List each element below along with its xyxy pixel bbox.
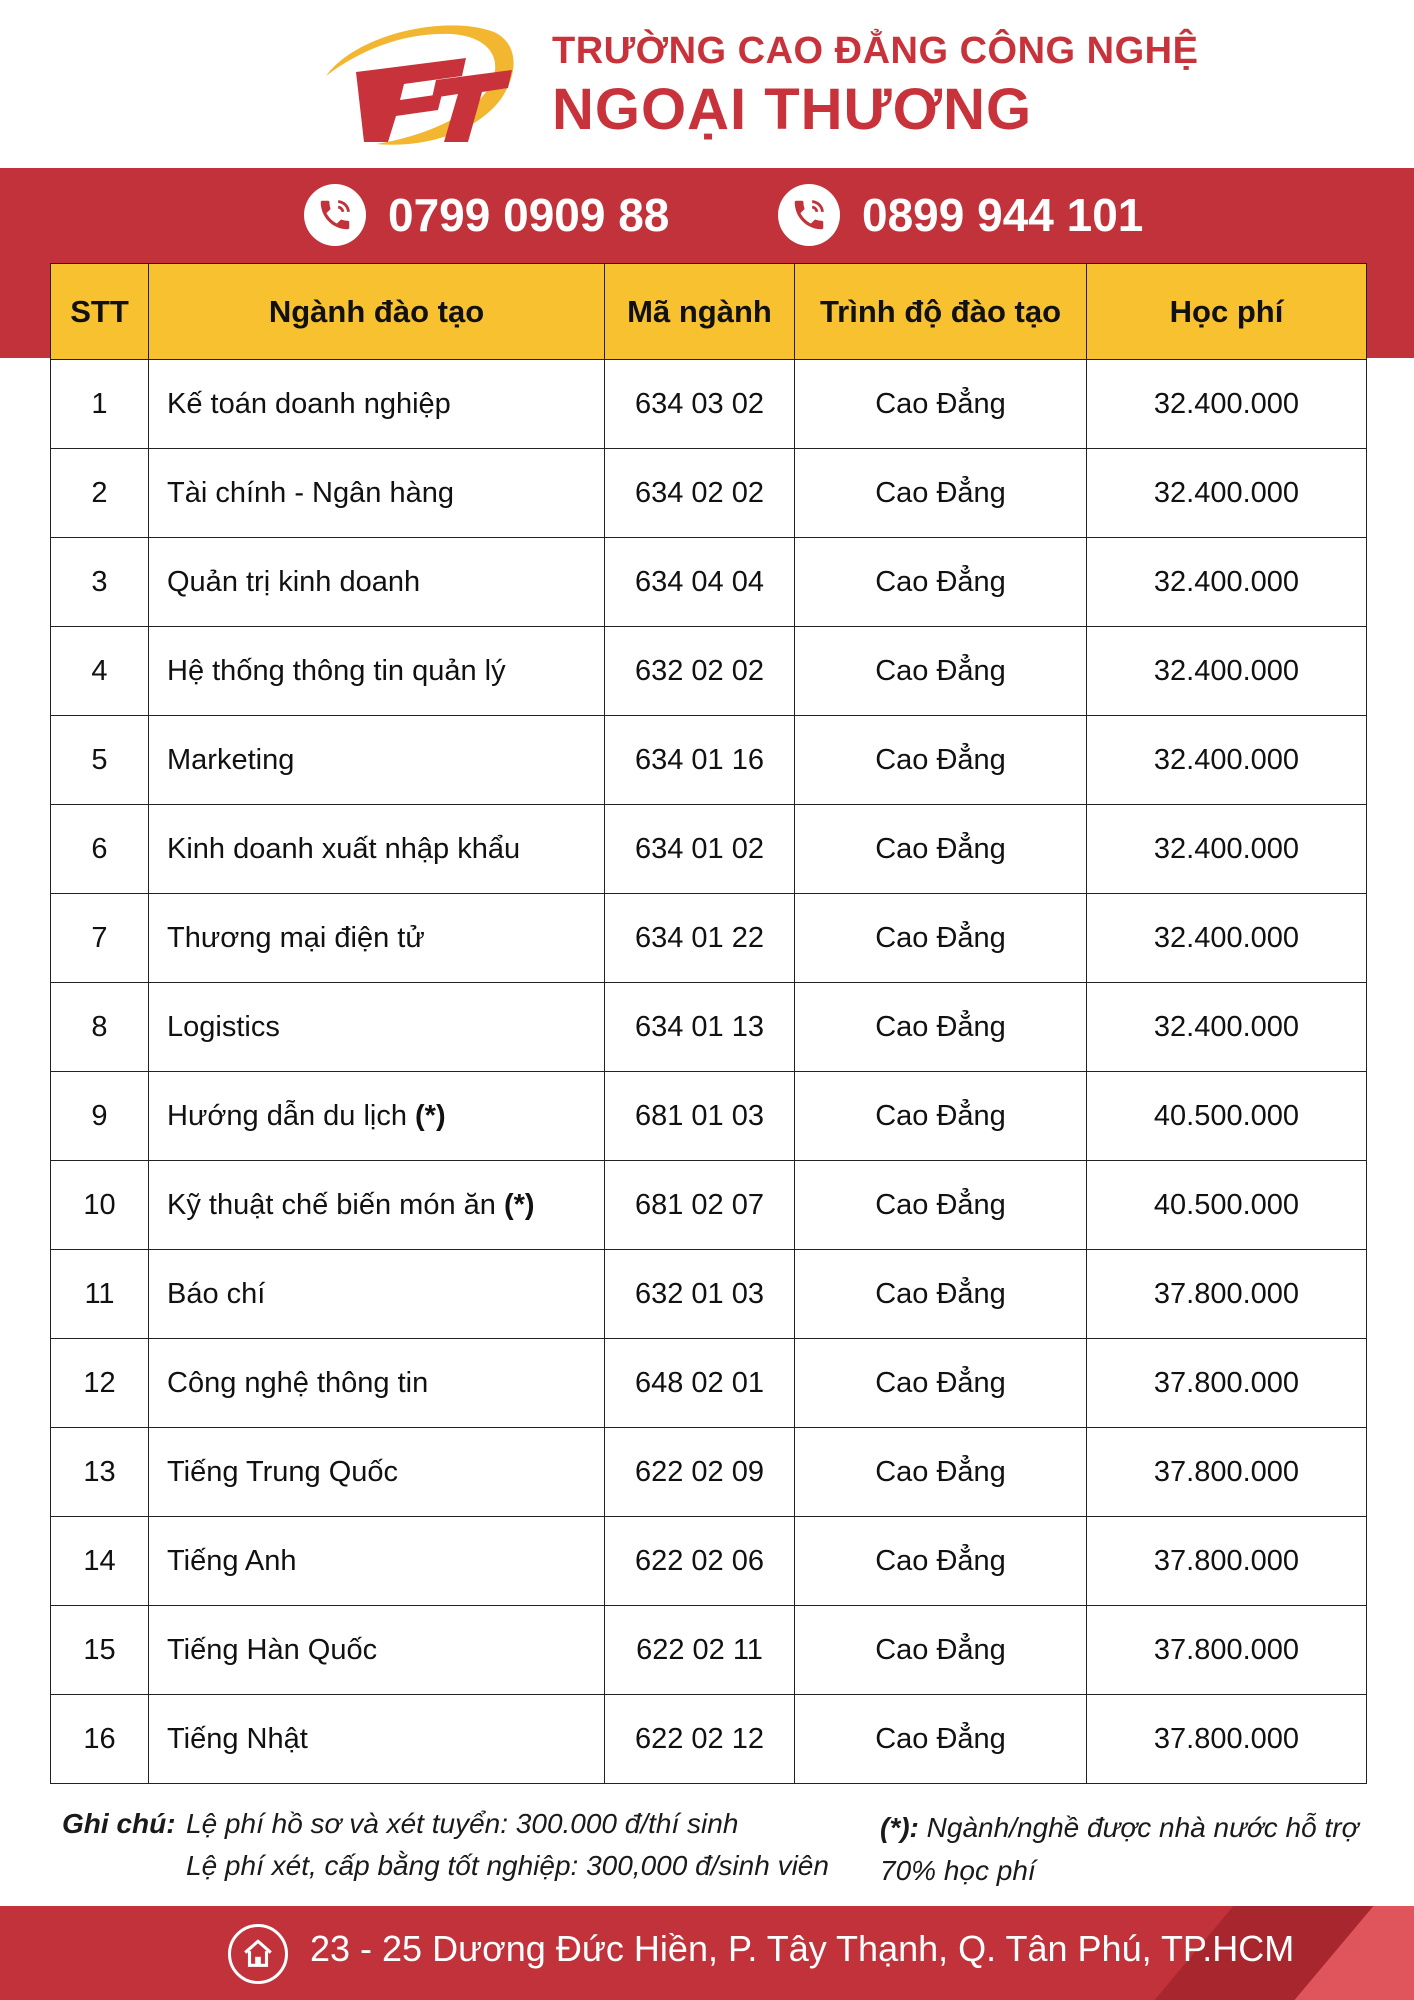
cell-level: Cao Đẳng bbox=[795, 1606, 1087, 1695]
phone-contact-2[interactable] bbox=[778, 182, 1143, 248]
cell-stt: 2 bbox=[51, 449, 149, 538]
cell-program bbox=[149, 1161, 605, 1250]
cell-fee: 32.400.000 bbox=[1087, 538, 1367, 627]
cell-stt: 16 bbox=[51, 1695, 149, 1784]
cell-fee: 40.500.000 bbox=[1087, 1072, 1367, 1161]
table-row bbox=[51, 1606, 1367, 1695]
program-name: Kế toán doanh nghiệp bbox=[167, 387, 451, 420]
cell-program bbox=[149, 716, 605, 805]
header-stt: STT bbox=[51, 264, 149, 360]
cell-code: 681 01 03 bbox=[605, 1072, 795, 1161]
cell-program bbox=[149, 1250, 605, 1339]
cell-level: Cao Đẳng bbox=[795, 1428, 1087, 1517]
cell-level: Cao Đẳng bbox=[795, 1695, 1087, 1784]
cell-level: Cao Đẳng bbox=[795, 1517, 1087, 1606]
table-row bbox=[51, 1517, 1367, 1606]
cell-fee: 40.500.000 bbox=[1087, 1161, 1367, 1250]
cell-program bbox=[149, 1695, 605, 1784]
program-name: Tài chính - Ngân hàng bbox=[167, 476, 454, 509]
header bbox=[0, 0, 1414, 168]
note-star-explanation bbox=[880, 1806, 1360, 1892]
address: 23 - 25 Dương Đức Hiền, P. Tây Thạnh, Q. Tân Phú, TP.HCM bbox=[310, 1928, 1295, 1969]
notes bbox=[62, 1800, 1362, 1900]
program-star: (*) bbox=[415, 1099, 446, 1132]
table-row bbox=[51, 538, 1367, 627]
cell-fee: 37.800.000 bbox=[1087, 1606, 1367, 1695]
phone-icon bbox=[778, 184, 840, 246]
cell-stt: 1 bbox=[51, 360, 149, 449]
cell-program bbox=[149, 1517, 605, 1606]
cell-stt: 14 bbox=[51, 1517, 149, 1606]
table-row bbox=[51, 716, 1367, 805]
table-row bbox=[51, 1161, 1367, 1250]
note-application-fee: Lệ phí hồ sơ và xét tuyển: 300.000 đ/thí sinh bbox=[186, 1808, 739, 1839]
program-name: Tiếng Hàn Quốc bbox=[167, 1633, 378, 1666]
program-name: Báo chí bbox=[167, 1277, 266, 1310]
cell-code: 622 02 06 bbox=[605, 1517, 795, 1606]
cell-program bbox=[149, 538, 605, 627]
cell-fee: 32.400.000 bbox=[1087, 983, 1367, 1072]
table-row bbox=[51, 983, 1367, 1072]
cell-level: Cao Đẳng bbox=[795, 805, 1087, 894]
cell-stt: 8 bbox=[51, 983, 149, 1072]
cell-code: 634 03 02 bbox=[605, 360, 795, 449]
cell-fee: 32.400.000 bbox=[1087, 360, 1367, 449]
table-row bbox=[51, 627, 1367, 716]
program-star: (*) bbox=[503, 1188, 535, 1221]
cell-fee: 37.800.000 bbox=[1087, 1695, 1367, 1784]
program-name: Hướng dẫn du lịch bbox=[167, 1099, 416, 1132]
school-name-line1: TRƯỜNG CAO ĐẲNG CÔNG NGHỆ bbox=[552, 30, 1199, 72]
program-name: Tiếng Anh bbox=[167, 1544, 297, 1577]
table-row bbox=[51, 1428, 1367, 1517]
phone-number-2[interactable]: 0899 944 101 bbox=[862, 189, 1144, 241]
cell-fee: 32.400.000 bbox=[1087, 894, 1367, 983]
header-fee: Học phí bbox=[1087, 264, 1367, 360]
footer bbox=[0, 1906, 1414, 2000]
program-name: Tiếng Nhật bbox=[167, 1722, 308, 1755]
cell-level: Cao Đẳng bbox=[795, 627, 1087, 716]
cell-fee: 37.800.000 bbox=[1087, 1250, 1367, 1339]
cell-code: 681 02 07 bbox=[605, 1161, 795, 1250]
cell-code: 622 02 11 bbox=[605, 1606, 795, 1695]
cell-stt: 9 bbox=[51, 1072, 149, 1161]
cell-stt: 15 bbox=[51, 1606, 149, 1695]
program-name: Kỹ thuật chế biến món ăn bbox=[167, 1188, 504, 1221]
cell-code: 648 02 01 bbox=[605, 1339, 795, 1428]
header-program: Ngành đào tạo bbox=[149, 264, 605, 360]
cell-level: Cao Đẳng bbox=[795, 716, 1087, 805]
cell-stt: 6 bbox=[51, 805, 149, 894]
cell-program bbox=[149, 627, 605, 716]
cell-level: Cao Đẳng bbox=[795, 538, 1087, 627]
cell-stt: 7 bbox=[51, 894, 149, 983]
school-logo bbox=[316, 14, 536, 154]
program-name: Kinh doanh xuất nhập khẩu bbox=[167, 832, 521, 865]
cell-fee: 32.400.000 bbox=[1087, 627, 1367, 716]
cell-program bbox=[149, 1339, 605, 1428]
program-name: Hệ thống thông tin quản lý bbox=[167, 654, 506, 687]
cell-stt: 3 bbox=[51, 538, 149, 627]
cell-program bbox=[149, 983, 605, 1072]
program-name: Thương mại điện tử bbox=[167, 921, 425, 954]
cell-code: 634 01 02 bbox=[605, 805, 795, 894]
program-name: Công nghệ thông tin bbox=[167, 1366, 429, 1399]
table-row bbox=[51, 449, 1367, 538]
program-name: Marketing bbox=[167, 743, 295, 776]
header-level: Trình độ đào tạo bbox=[795, 264, 1087, 360]
table-row bbox=[51, 360, 1367, 449]
cell-code: 632 01 03 bbox=[605, 1250, 795, 1339]
cell-level: Cao Đẳng bbox=[795, 1339, 1087, 1428]
cell-code: 632 02 02 bbox=[605, 627, 795, 716]
cell-stt: 10 bbox=[51, 1161, 149, 1250]
tuition-table bbox=[50, 263, 1367, 1784]
table-row bbox=[51, 805, 1367, 894]
cell-level: Cao Đẳng bbox=[795, 360, 1087, 449]
table-row bbox=[51, 1695, 1367, 1784]
cell-program bbox=[149, 1428, 605, 1517]
note-star-marker: (*): bbox=[880, 1812, 919, 1843]
phone-contact-1[interactable] bbox=[304, 182, 669, 248]
cell-program bbox=[149, 805, 605, 894]
table-header-row bbox=[51, 264, 1367, 360]
phone-number-1[interactable]: 0799 0909 88 bbox=[388, 189, 670, 241]
cell-level: Cao Đẳng bbox=[795, 894, 1087, 983]
note-star-text: Ngành/nghề được nhà nước hỗ trợ 70% học phí bbox=[880, 1812, 1359, 1886]
cell-stt: 12 bbox=[51, 1339, 149, 1428]
table-row bbox=[51, 1250, 1367, 1339]
cell-fee: 32.400.000 bbox=[1087, 449, 1367, 538]
cell-program bbox=[149, 1606, 605, 1695]
cell-code: 634 01 22 bbox=[605, 894, 795, 983]
cell-code: 634 02 02 bbox=[605, 449, 795, 538]
cell-fee: 37.800.000 bbox=[1087, 1428, 1367, 1517]
note-graduation-fee: Lệ phí xét, cấp bằng tốt nghiệp: 300,000 đ/sinh viên bbox=[186, 1850, 829, 1881]
cell-fee: 32.400.000 bbox=[1087, 805, 1367, 894]
cell-stt: 5 bbox=[51, 716, 149, 805]
program-name: Quản trị kinh doanh bbox=[167, 565, 421, 598]
home-icon bbox=[228, 1924, 288, 1984]
cell-code: 634 01 13 bbox=[605, 983, 795, 1072]
program-name: Tiếng Trung Quốc bbox=[167, 1455, 399, 1488]
cell-program bbox=[149, 1072, 605, 1161]
cell-stt: 4 bbox=[51, 627, 149, 716]
notes-label: Ghi chú: bbox=[62, 1808, 176, 1839]
cell-code: 622 02 12 bbox=[605, 1695, 795, 1784]
cell-level: Cao Đẳng bbox=[795, 1161, 1087, 1250]
cell-code: 634 01 16 bbox=[605, 716, 795, 805]
cell-program bbox=[149, 894, 605, 983]
phone-icon bbox=[304, 184, 366, 246]
cell-fee: 37.800.000 bbox=[1087, 1339, 1367, 1428]
table-row bbox=[51, 1339, 1367, 1428]
school-name-line2: NGOẠI THƯƠNG bbox=[552, 77, 1033, 142]
cell-code: 634 04 04 bbox=[605, 538, 795, 627]
cell-code: 622 02 09 bbox=[605, 1428, 795, 1517]
program-name: Logistics bbox=[167, 1010, 280, 1043]
table-row bbox=[51, 1072, 1367, 1161]
cell-level: Cao Đẳng bbox=[795, 1072, 1087, 1161]
header-code: Mã ngành bbox=[605, 264, 795, 360]
cell-program bbox=[149, 360, 605, 449]
cell-level: Cao Đẳng bbox=[795, 449, 1087, 538]
cell-fee: 32.400.000 bbox=[1087, 716, 1367, 805]
cell-level: Cao Đẳng bbox=[795, 983, 1087, 1072]
table-row bbox=[51, 894, 1367, 983]
cell-stt: 11 bbox=[51, 1250, 149, 1339]
cell-level: Cao Đẳng bbox=[795, 1250, 1087, 1339]
cell-fee: 37.800.000 bbox=[1087, 1517, 1367, 1606]
cell-program bbox=[149, 449, 605, 538]
cell-stt: 13 bbox=[51, 1428, 149, 1517]
